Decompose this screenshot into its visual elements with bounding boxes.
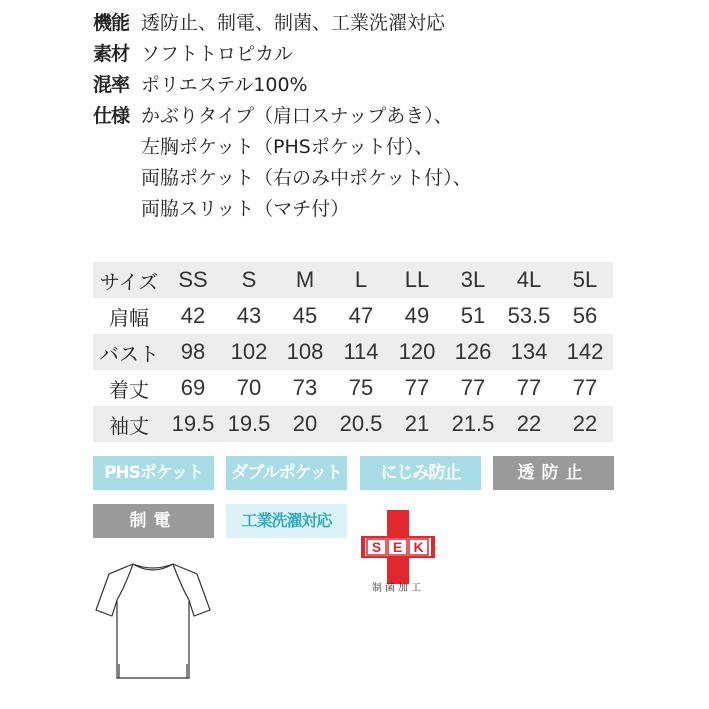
table-cell: 134 [501, 334, 557, 370]
row-label: 肩幅 [109, 305, 149, 330]
table-cell: 42 [180, 303, 206, 328]
table-cell: 49 [404, 303, 430, 328]
table-row [93, 334, 613, 370]
spec-value: かぶりタイプ（肩口スナップあき）、 [141, 105, 453, 127]
table-cell: 47 [348, 303, 374, 328]
table-cell: 53.5 [507, 303, 551, 328]
spec-key: 機能 [93, 12, 130, 34]
table-cell: 19.5 [165, 406, 221, 442]
size-header-cell: 5L [557, 262, 613, 298]
row-label: 袖丈 [93, 406, 165, 442]
spec-key: 混率 [93, 74, 130, 96]
table-cell: 45 [292, 303, 318, 328]
table-cell: 21 [389, 406, 445, 442]
table-cell: 77 [404, 375, 430, 400]
table-cell: 20.5 [333, 406, 389, 442]
table-cell: 70 [236, 375, 262, 400]
spec-key: 素材 [93, 43, 130, 65]
table-cell: 77 [460, 375, 486, 400]
table-cell: 77 [572, 375, 598, 400]
size-header-cell: SS [165, 262, 221, 298]
spec-value: ソフトトロピカル [141, 43, 294, 65]
badge-stain-prevention: にじみ防止 [360, 456, 481, 490]
table-cell: 102 [221, 334, 277, 370]
spec-value: ポリエステル100% [141, 74, 308, 96]
row-label: バスト [93, 334, 165, 370]
table-cell: 69 [180, 375, 206, 400]
sek-letter: S [371, 539, 382, 555]
spec-continuation: 両脇スリット（マチ付） [141, 198, 350, 220]
table-cell: 142 [557, 334, 613, 370]
table-cell: 20 [277, 406, 333, 442]
table-cell: 126 [445, 334, 501, 370]
size-header-cell: S [221, 262, 277, 298]
spec-value: 透防止、制電、制菌、工業洗濯対応 [141, 12, 446, 34]
garment-sketch [93, 560, 213, 682]
badge-phs-pocket: PHSポケット [93, 456, 214, 490]
size-header-cell: 3L [445, 262, 501, 298]
table-cell: 43 [236, 303, 262, 328]
table-cell: 22 [557, 406, 613, 442]
table-cell: 108 [277, 334, 333, 370]
spec-row-material [93, 39, 472, 70]
spec-list [93, 8, 472, 225]
table-row [93, 298, 613, 334]
size-header-cell: LL [389, 262, 445, 298]
size-table [93, 262, 613, 442]
sek-caption: 制菌加工 [372, 583, 424, 594]
table-cell: 98 [165, 334, 221, 370]
size-header-label: サイズ [93, 262, 165, 298]
table-cell: 21.5 [445, 406, 501, 442]
table-cell: 73 [292, 375, 318, 400]
spec-row-details [93, 101, 472, 132]
badge-antistatic: 制電 [93, 504, 214, 538]
table-cell: 19.5 [221, 406, 277, 442]
spec-row-function [93, 8, 472, 39]
spec-continuation: 両脇ポケット（右のみ中ポケット付）、 [141, 167, 472, 189]
table-cell: 120 [389, 334, 445, 370]
table-row [93, 370, 613, 406]
badge-double-pocket: ダブルポケット [226, 456, 347, 490]
spec-row-blend [93, 70, 472, 101]
sek-letter: E [392, 539, 403, 555]
table-cell: 56 [572, 303, 598, 328]
row-label: 着丈 [109, 377, 149, 402]
table-cell: 51 [460, 303, 486, 328]
badge-industrial-washing: 工業洗濯対応 [226, 504, 347, 538]
sek-letter: K [413, 539, 424, 555]
spec-key: 仕様 [93, 105, 130, 127]
size-header-row [93, 262, 613, 298]
size-header-cell: 4L [501, 262, 557, 298]
table-cell: 75 [348, 375, 374, 400]
table-cell: 22 [501, 406, 557, 442]
size-header-cell: M [277, 262, 333, 298]
badge-see-through-prevention: 透防止 [493, 456, 614, 490]
table-cell: 114 [333, 334, 389, 370]
spec-continuation: 左胸ポケット（PHSポケット付）、 [141, 136, 434, 158]
table-cell: 77 [516, 375, 542, 400]
size-header-cell: L [333, 262, 389, 298]
table-row [93, 406, 613, 442]
